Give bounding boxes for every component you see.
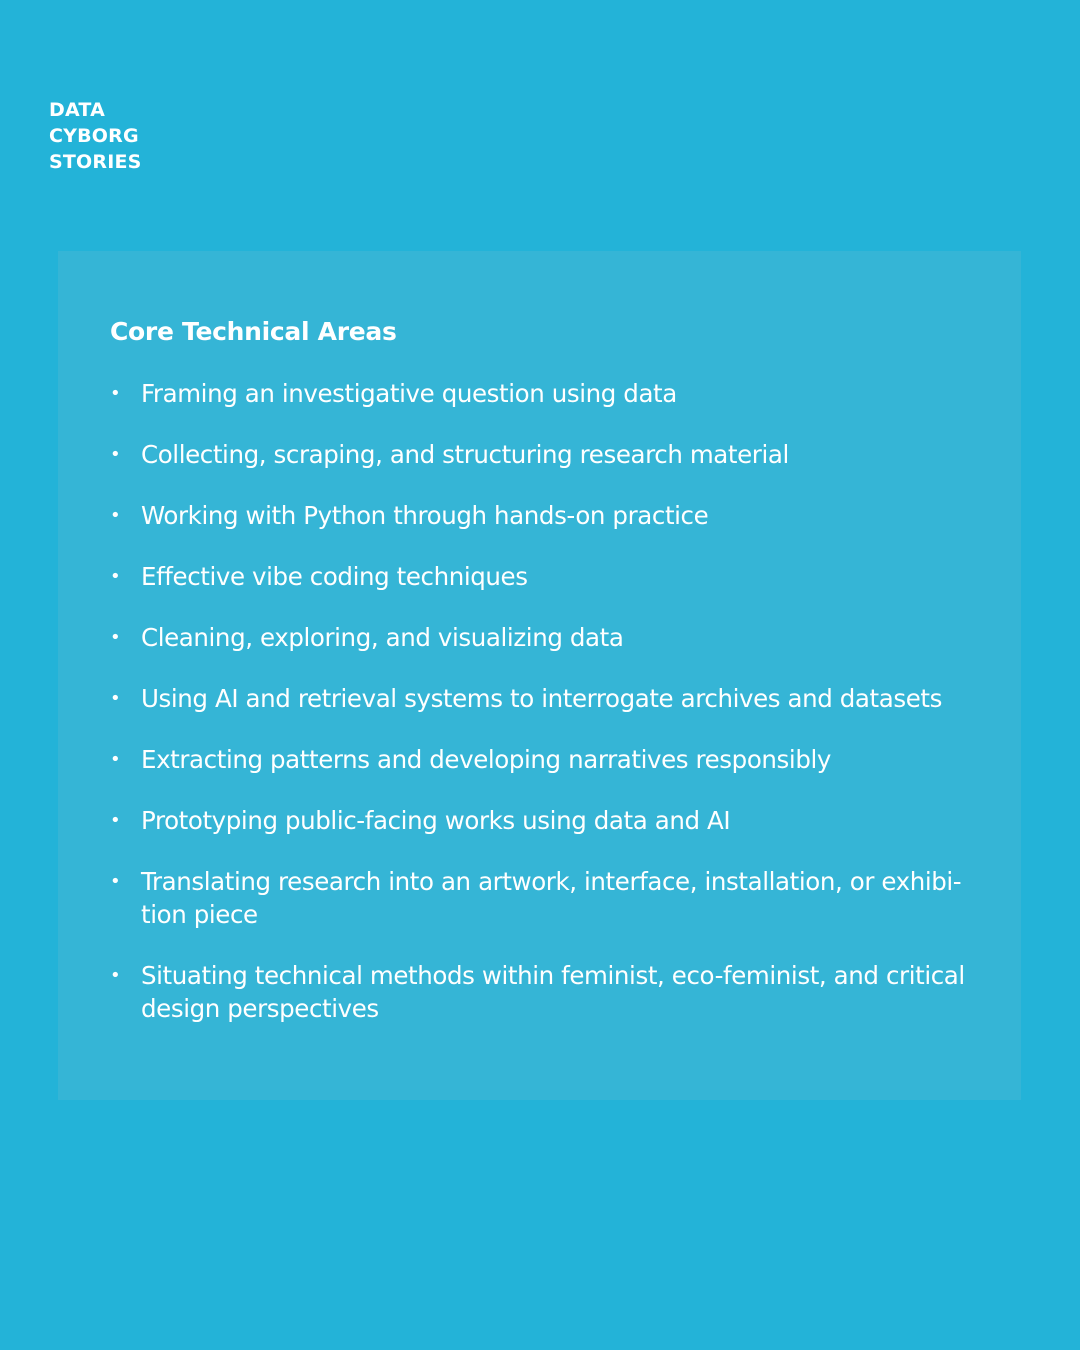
- list-item: [110, 438, 990, 471]
- bullet-icon: •: [110, 749, 121, 770]
- bullet-icon: •: [110, 566, 121, 587]
- bullet-icon: •: [110, 965, 121, 986]
- list-item: [110, 621, 990, 654]
- list-item: [110, 959, 990, 1025]
- list-item-text: Using AI and retrieval systems to interrogate archives and datasets: [141, 684, 942, 713]
- brand-line-data: DATA: [49, 99, 105, 121]
- list-item: [110, 682, 990, 715]
- list-item-text: Collecting, scraping, and structuring research material: [141, 440, 789, 469]
- brand-logo: [49, 97, 142, 175]
- card-title: Core Technical Areas: [110, 317, 397, 346]
- bullet-icon: •: [110, 688, 121, 709]
- bullet-icon: •: [110, 383, 121, 404]
- list-item-text: Effective vibe coding techniques: [141, 562, 528, 591]
- brand-line-stories: STORIES: [49, 151, 142, 173]
- bullet-icon: •: [110, 627, 121, 648]
- list-item-text: Working with Python through hands-on practice: [141, 501, 709, 530]
- list-item: [110, 560, 990, 593]
- list-item: [110, 499, 990, 532]
- list-item: [110, 377, 990, 410]
- bullet-icon: •: [110, 871, 121, 892]
- bullet-icon: •: [110, 505, 121, 526]
- bullet-icon: •: [110, 810, 121, 831]
- brand-line-cyborg: CYBORG: [49, 125, 139, 147]
- bullet-icon: •: [110, 444, 121, 465]
- list-item: [110, 865, 990, 931]
- list-item-text: Prototyping public-facing works using data and AI: [141, 806, 731, 835]
- content-card: [58, 251, 1021, 1100]
- list-item-text: Translating research into an artwork, interface, installation, or exhibi-tion piece: [141, 867, 962, 929]
- list-item-text: Framing an investigative question using data: [141, 379, 677, 408]
- list-item: [110, 743, 990, 776]
- list-item-text: Situating technical methods within feminist, eco-feminist, and critical design perspectives: [141, 961, 965, 1023]
- topic-list: [110, 377, 990, 1053]
- list-item-text: Extracting patterns and developing narratives responsibly: [141, 745, 831, 774]
- list-item-text: Cleaning, exploring, and visualizing data: [141, 623, 624, 652]
- list-item: [110, 804, 990, 837]
